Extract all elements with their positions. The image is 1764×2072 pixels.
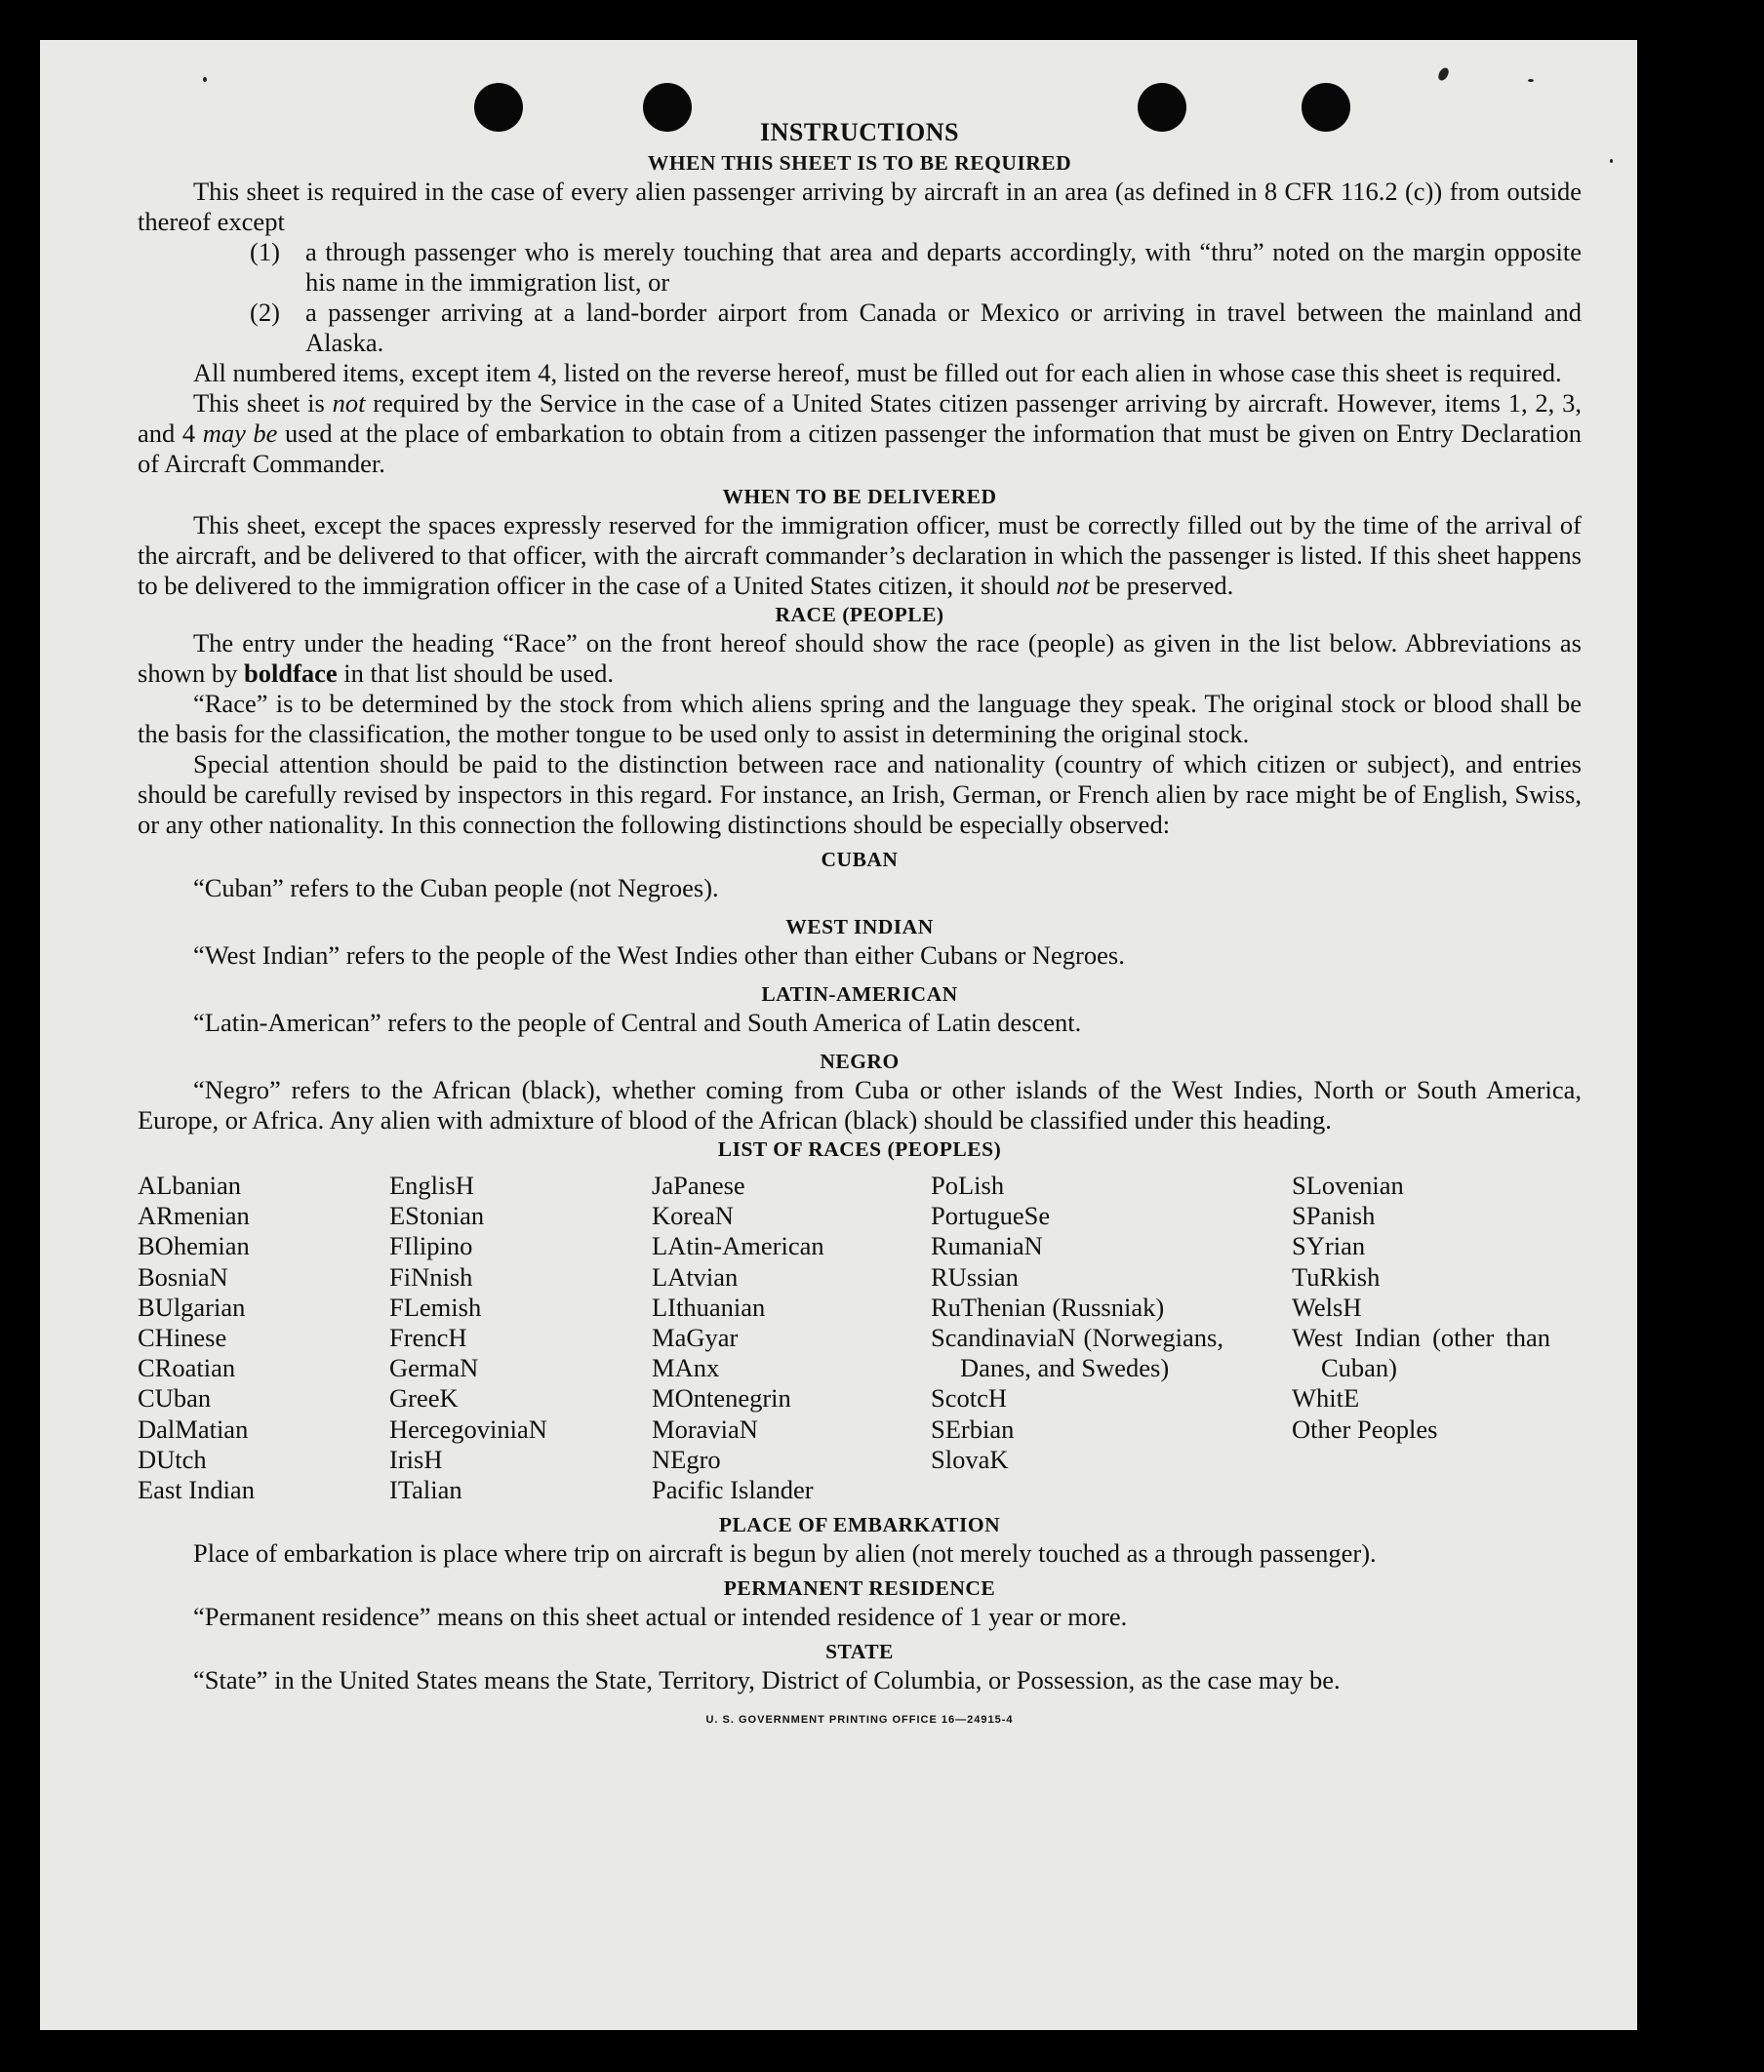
paragraph: “Race” is to be determined by the stock from which aliens spring and the language they speak. The original stock or blood shall be the basis for the classification, the mother tongue to be used only to assist in determining the original stock.: [138, 689, 1582, 748]
race-column: [652, 1171, 931, 1505]
section-heading: CUBAN: [821, 848, 899, 871]
bold-text: boldface: [243, 658, 338, 688]
race-entry: TuRkish: [1292, 1261, 1381, 1292]
text-run: be preserved.: [1089, 571, 1234, 600]
section-heading: STATE: [825, 1640, 894, 1664]
item-number: (2): [250, 298, 280, 327]
race-entry: PoLish: [931, 1171, 1005, 1200]
item-number: (1): [250, 237, 280, 266]
race-entry: SPanish: [1292, 1201, 1376, 1231]
race-entry: MOntenegrin: [652, 1383, 791, 1414]
speck: [1436, 66, 1451, 83]
instructions-body: [138, 116, 1582, 1735]
race-entry: HercegoviniaN: [389, 1414, 547, 1444]
race-entry: KoreaN: [652, 1201, 734, 1231]
race-entry: SErbian: [931, 1414, 1015, 1444]
text-run: used at the place of embarkation to obtain from a citizen passenger the information that must be given on Entry Declaration of Aircraft Commander.: [138, 418, 1582, 478]
paragraph: [138, 510, 1582, 601]
race-entry: ARmenian: [138, 1201, 250, 1231]
paragraph: [138, 628, 1582, 689]
race-entry: GermaN: [389, 1353, 479, 1383]
section-heading: WHEN TO BE DELIVERED: [722, 485, 997, 508]
race-entry: ScandinaviaN (Norwegians, Danes, and Swedes): [931, 1323, 1223, 1383]
race-entry: ScotcH: [931, 1383, 1008, 1414]
race-entry: ALbanian: [138, 1171, 241, 1200]
paragraph: “Negro” refers to the African (black), whether coming from Cuba or other islands of the West Indies, North or South America, Europe, or Africa. Any alien with admixture of blood of the African (black) should be classified under this heading.: [138, 1075, 1582, 1135]
race-entry: CUban: [138, 1383, 212, 1414]
race-entry: Pacific Islander: [652, 1475, 814, 1505]
race-entry: JaPanese: [652, 1171, 745, 1200]
race-entry: FLemish: [389, 1292, 482, 1322]
race-entry: BosniaN: [138, 1261, 228, 1292]
race-entry: MaGyar: [652, 1323, 739, 1353]
race-entry: IrisH: [389, 1444, 443, 1474]
race-entry: RuThenian (Russniak): [931, 1292, 1165, 1322]
race-column: [931, 1171, 1223, 1505]
paragraph: Place of embarkation is place where trip on aircraft is begun by alien (not merely touched as a through passenger).: [193, 1538, 1377, 1569]
item-text: a passenger arriving at a land-border airport from Canada or Mexico or arriving in travel between the mainland and Alaska.: [305, 298, 1582, 357]
text-run: The entry under the heading “Race” on the front hereof should show the race (people) as given in the list below. Abbreviations as shown by: [138, 628, 1582, 688]
race-entry: West Indian (other than Cuban): [1292, 1323, 1550, 1383]
race-entry: PortugueSe: [931, 1201, 1051, 1231]
race-entry: WelsH: [1292, 1292, 1362, 1322]
race-entry: FrencH: [389, 1323, 467, 1353]
page-title: INSTRUCTIONS: [760, 118, 959, 146]
race-entry: WhitE: [1292, 1383, 1360, 1414]
section-heading: RACE (PEOPLE): [775, 603, 944, 626]
race-column: [1292, 1171, 1550, 1505]
text-run: This sheet is: [193, 388, 333, 418]
exception-item: [138, 298, 1582, 358]
paragraph: “Latin-American” refers to the people of Central and South America of Latin descent.: [193, 1008, 1082, 1037]
race-entry: MAnx: [652, 1353, 720, 1383]
race-entry: LAtvian: [652, 1261, 739, 1292]
race-column: [389, 1171, 652, 1505]
race-entry: EnglisH: [389, 1171, 474, 1200]
section-heading: WEST INDIAN: [785, 915, 934, 938]
race-entry: CHinese: [138, 1323, 227, 1353]
race-entry: SYrian: [1292, 1231, 1366, 1261]
race-entry: NEgro: [652, 1444, 721, 1474]
race-entry: FIlipino: [389, 1231, 473, 1261]
race-entry: BOhemian: [138, 1231, 250, 1261]
paragraph: “Permanent residence” means on this sheet actual or intended residence of 1 year or more.: [193, 1602, 1128, 1632]
race-entry: East Indian: [138, 1475, 255, 1505]
emphasis: not: [332, 388, 366, 418]
text-run: in that list should be used.: [337, 658, 615, 688]
race-entry: SLovenian: [1292, 1171, 1404, 1200]
document-sheet: [40, 40, 1637, 2030]
printing-office-footer: U. S. GOVERNMENT PRINTING OFFICE 16—24915-4: [705, 1714, 1014, 1727]
race-entry: BUlgarian: [138, 1292, 246, 1322]
speck: [203, 77, 207, 82]
paragraph: “State” in the United States means the State, Territory, District of Columbia, or Possession, as the case may be.: [193, 1665, 1341, 1695]
emphasis: not: [1056, 571, 1090, 600]
emphasis: may be: [202, 418, 278, 448]
text-run: required by the Service in the case of a United States citizen passenger arriving by aircraft. However, items 1, 2, 3, and 4: [138, 388, 1582, 448]
section-heading: WHEN THIS SHEET IS TO BE REQUIRED: [647, 151, 1072, 175]
race-entry: LAtin-American: [652, 1231, 824, 1261]
race-entry: SlovaK: [931, 1444, 1009, 1474]
race-entry: MoraviaN: [652, 1414, 758, 1444]
paragraph: Special attention should be paid to the distinction between race and nationality (country of which citizen or subject), and entries should be carefully revised by inspectors in this regard. For instance, an Irish, German, or French alien by race might be of English, Swiss, or any other nationality. In this connection the following distinctions should be especially observed:: [138, 749, 1582, 839]
section-heading: LIST OF RACES (PEOPLES): [717, 1137, 1002, 1161]
section-heading: NEGRO: [820, 1050, 900, 1073]
speck: [1610, 159, 1613, 163]
race-entry: CRoatian: [138, 1353, 236, 1383]
race-entry: Other Peoples: [1292, 1414, 1438, 1444]
paragraph: [138, 388, 1582, 479]
paragraph: “Cuban” refers to the Cuban people (not Negroes).: [193, 873, 719, 902]
race-entry: RumaniaN: [931, 1231, 1043, 1261]
exception-item: [138, 237, 1582, 298]
speck: [1528, 79, 1534, 82]
paragraph: This sheet is required in the case of every alien passenger arriving by aircraft in an area (as defined in 8 CFR 116.2 (c)) from outside thereof except: [138, 177, 1582, 236]
race-entry: GreeK: [389, 1383, 459, 1414]
race-entry: ITalian: [389, 1475, 462, 1505]
section-heading: LATIN-AMERICAN: [761, 982, 958, 1006]
item-text: a through passenger who is merely touching that area and departs accordingly, with “thru” noted on the margin opposite his name in the immigration list, or: [305, 237, 1582, 297]
race-entry: LIthuanian: [652, 1292, 766, 1322]
race-column: [138, 1171, 389, 1505]
race-entry: RUssian: [931, 1261, 1019, 1292]
race-entry: DalMatian: [138, 1414, 249, 1444]
race-entry: FiNnish: [389, 1261, 473, 1292]
race-list: [138, 1171, 1582, 1505]
race-entry: DUtch: [138, 1444, 207, 1474]
text-run: This sheet, except the spaces expressly reserved for the immigration officer, must be correctly filled out by the time of the arrival of the aircraft, and be delivered to that officer, with the aircraft commander’s declaration in which the passenger is listed. If this sheet happens to be delivered to the immigration officer in the case of a United States citizen, it should: [138, 510, 1582, 600]
paragraph: “West Indian” refers to the people of the West Indies other than either Cubans or Negroes.: [193, 940, 1125, 970]
paragraph: All numbered items, except item 4, listed on the reverse hereof, must be filled out for each alien in whose case this sheet is required.: [193, 358, 1562, 387]
section-heading: PLACE OF EMBARKATION: [718, 1513, 1001, 1537]
race-entry: EStonian: [389, 1201, 485, 1231]
section-heading: PERMANENT RESIDENCE: [723, 1576, 996, 1601]
